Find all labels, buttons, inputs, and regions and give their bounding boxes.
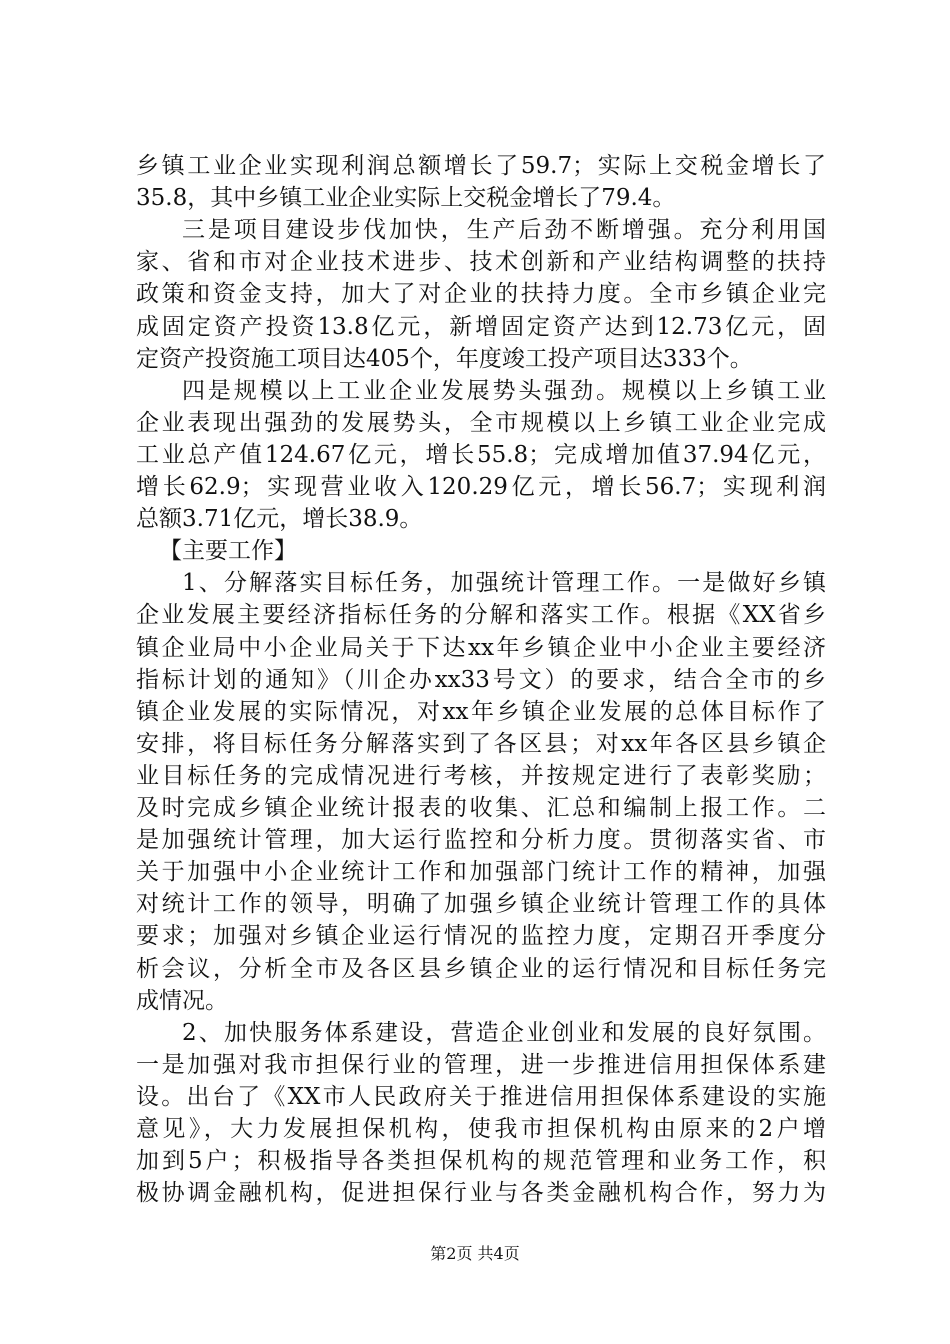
text-line: 一是加强对我市担保行业的管理，进一步推进信用担保体系建 [136,1051,826,1078]
text-line: 总额3.71亿元，增长38.9。 [136,506,423,533]
text-line: 要求；加强对乡镇企业运行情况的监控力度，定期召开季度分 [136,923,826,950]
text-line: 是加强统计管理，加大运行监控和分析力度。贯彻落实省、市 [136,827,826,854]
text-line: 定资产投资施工项目达405个，年度竣工投产项目达333个。 [136,345,753,372]
text-line: 企业发展主要经济指标任务的分解和落实工作。根据《XX省乡 [136,602,826,629]
text-line: 业目标任务的完成情况进行考核，并按规定进行了表彰奖励； [136,762,826,789]
text-line: 1、分解落实目标任务，加强统计管理工作。一是做好乡镇 [182,570,826,597]
text-line: 成情况。 [136,987,228,1014]
text-line: 指标计划的通知》（川企办xx33号文）的要求，结合全市的乡 [136,666,826,693]
text-line: 设。出台了《XX市人民政府关于推进信用担保体系建设的实施 [136,1083,826,1110]
text-line: 三是项目建设步伐加快，生产后劲不断增强。充分利用国 [182,217,826,244]
text-line: 及时完成乡镇企业统计报表的收集、汇总和编制上报工作。二 [136,795,826,821]
text-line: 工业总产值124.67亿元，增长55.8；完成增加值37.94亿元， [136,441,826,468]
text-line: 乡镇工业企业实现利润总额增长了59.7；实际上交税金增长了 [136,153,826,179]
page-footer: 第2页 共4页 [430,1244,520,1263]
text-line: 家、省和市对企业技术进步、技术创新和产业结构调整的扶持 [136,249,826,276]
text-line: 成固定资产投资13.8亿元，新增固定资产达到12.73亿元，固 [136,313,826,340]
text-line: 关于加强中小企业统计工作和加强部门统计工作的精神，加强 [136,859,826,886]
text-line: 镇企业发展的实际情况，对xx年乡镇企业发展的总体目标作了 [136,698,826,725]
text-line: 企业表现出强劲的发展势头，全市规模以上乡镇工业企业完成 [136,409,826,436]
text-line: 镇企业局中小企业局关于下达xx年乡镇企业中小企业主要经济 [136,634,826,661]
text-line: 政策和资金支持，加大了对企业的扶持力度。全市乡镇企业完 [136,281,826,308]
text-line: 四是规模以上工业企业发展势头强劲。规模以上乡镇工业 [182,377,826,404]
text-line: 加到5户；积极指导各类担保机构的规范管理和业务工作，积 [136,1148,826,1175]
text-line: 2、加快服务体系建设，营造企业创业和发展的良好氛围。 [182,1019,826,1046]
text-line: 对统计工作的领导，明确了加强乡镇企业统计管理工作的具体 [136,891,826,918]
text-line: 极协调金融机构，促进担保行业与各类金融机构合作，努力为 [136,1180,826,1207]
text-line: 析会议，分析全市及各区县乡镇企业的运行情况和目标任务完 [136,955,826,982]
text-line: 意见》，大力发展担保机构，使我市担保机构由原来的2户增 [136,1116,826,1142]
text-line: 35.8，其中乡镇工业企业实际上交税金增长了79.4。 [136,185,676,212]
text-line: 安排，将目标任务分解落实到了各区县；对xx年各区县乡镇企 [136,730,826,757]
text-line: 【主要工作】 [159,538,297,565]
text-line: 增长62.9；实现营业收入120.29亿元，增长56.7；实现利润 [136,474,826,500]
